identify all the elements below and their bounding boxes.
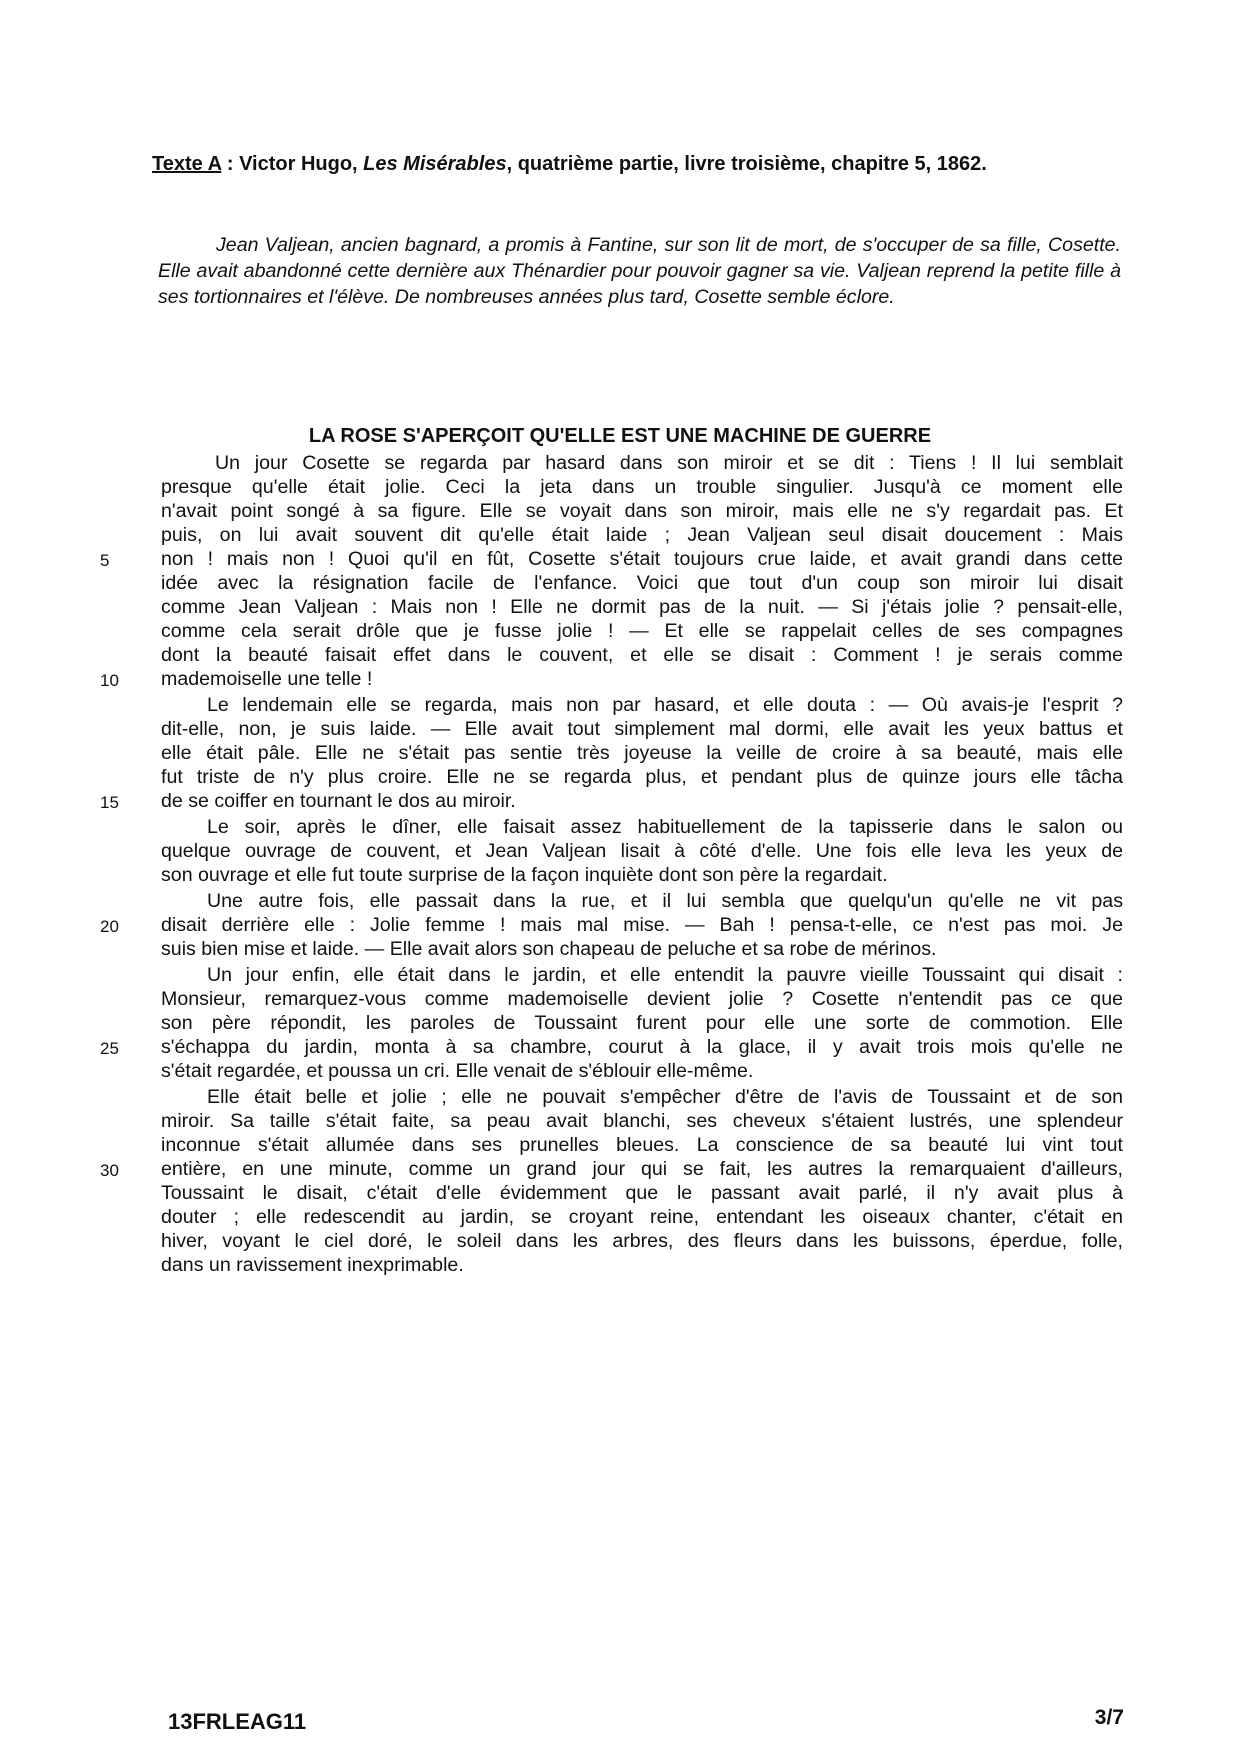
line-number: 20	[100, 917, 119, 936]
line-number: 30	[100, 1161, 119, 1180]
text-line: Elle était belle et jolie ; elle ne pouvait s'empêcher d'être de l'avis de Toussaint et de son	[207, 1086, 1123, 1108]
text-line: suis bien mise et laide. — Elle avait alors son chapeau de peluche et sa robe de mérinos.	[161, 938, 937, 960]
text-line: hiver, voyant le ciel doré, le soleil dans les arbres, des fleurs dans les buissons, éperdue, folle,	[161, 1230, 1123, 1252]
text-line: s'échappa du jardin, monta à sa chambre, courut à la glace, il y avait trois mois qu'elle ne	[161, 1036, 1123, 1058]
text-line: entière, en une minute, comme un grand jour qui se fait, les autres la remarquaient d'ailleurs,	[161, 1158, 1123, 1180]
intro-text: Jean Valjean, ancien bagnard, a promis à Fantine, sur son lit de mort, de s'occuper de sa fille, Cosette. Elle avait abandonné cette dernière aux Thénardier pour pouvoir gagner sa vie. Valjean reprend la petite fille à ses tortionnaires et l'élève. De nombreuses années plus tard, Cosette semble éclore.	[158, 234, 1121, 308]
text-line: Le lendemain elle se regarda, mais non par hasard, et elle douta : — Où avais-je l'esprit ?	[207, 694, 1123, 716]
extract-title: LA ROSE S'APERÇOIT QU'ELLE EST UNE MACHINE DE GUERRE	[308, 425, 932, 447]
line-number: 5	[100, 551, 110, 570]
text-line: son père répondit, les paroles de Toussaint furent pour elle une sorte de commotion. Elle	[161, 1012, 1123, 1034]
text-line: dans un ravissement inexprimable.	[161, 1254, 464, 1276]
text-label: Texte A	[152, 153, 222, 175]
line-number: 15	[100, 793, 119, 812]
exam-code: 13FRLEAG11	[168, 1709, 307, 1734]
text-line: de se coiffer en tournant le dos au miroir.	[161, 790, 516, 812]
text-line: Monsieur, remarquez-vous comme mademoiselle devient jolie ? Cosette n'entendit pas ce que	[161, 988, 1123, 1010]
text-line: non ! mais non ! Quoi qu'il en fût, Cosette s'était toujours crue laide, et avait grandi dans cette	[161, 548, 1123, 570]
text-line: inconnue s'était allumée dans ses prunelles bleues. La conscience de sa beauté lui vint tout	[161, 1134, 1123, 1156]
text-line: quelque ouvrage de couvent, et Jean Valjean lisait à côté d'elle. Une fois elle leva les yeux de	[161, 840, 1123, 862]
text-heading	[152, 150, 1112, 178]
text-line: fut triste de n'y plus croire. Elle ne se regarda plus, et pendant plus de quinze jours elle tâcha	[161, 766, 1123, 788]
text-line: idée avec la résignation facile de l'enfance. Voici que tout d'un coup son miroir lui disait	[161, 572, 1123, 594]
heading-reference: , quatrième partie, livre troisième, chapitre 5, 1862.	[506, 153, 987, 175]
heading-work-title: Les Misérables	[363, 153, 507, 175]
text-line: puis, on lui avait souvent dit qu'elle était laide ; Jean Valjean seul disait doucement : Mais	[161, 524, 1123, 546]
text-line: n'avait point songé à sa figure. Elle se voyait dans son miroir, mais elle ne s'y regardait pas. Et	[161, 500, 1123, 522]
text-line: mademoiselle une telle !	[161, 668, 373, 690]
text-line: elle était pâle. Elle ne s'était pas sentie très joyeuse la veille de croire à sa beauté, mais elle	[161, 742, 1123, 764]
text-line: son ouvrage et elle fut toute surprise de la façon inquiète dont son père la regardait.	[161, 864, 888, 886]
text-line: disait derrière elle : Jolie femme ! mais mal mise. — Bah ! pensa-t-elle, ce n'est pas moi. Je	[161, 914, 1123, 936]
intro-paragraph	[158, 232, 1121, 310]
text-line: comme cela serait drôle que je fusse jolie ! — Et elle se rappelait celles de ses compagnes	[161, 620, 1123, 642]
text-line: comme Jean Valjean : Mais non ! Elle ne dormit pas de la nuit. — Si j'étais jolie ? pensait-elle,	[161, 596, 1123, 618]
text-line: miroir. Sa taille s'était faite, sa peau avait blanchi, ses cheveux s'étaient lustrés, une splendeur	[161, 1110, 1123, 1132]
text-line: Le soir, après le dîner, elle faisait assez habituellement de la tapisserie dans le salon ou	[207, 816, 1123, 838]
text-line: Une autre fois, elle passait dans la rue, et il lui sembla que quelqu'un qu'elle ne vit pas	[207, 890, 1123, 912]
line-number: 10	[100, 671, 119, 690]
heading-author: Victor Hugo,	[239, 153, 364, 175]
text-line: dit-elle, non, je suis laide. — Elle avait tout simplement mal dormi, elle avait les yeux battus et	[161, 718, 1123, 740]
text-line: Toussaint le disait, c'était d'elle évidemment que le passant avait parlé, il n'y avait plus à	[161, 1182, 1123, 1204]
heading-separator: :	[221, 153, 240, 175]
text-line: s'était regardée, et poussa un cri. Elle venait de s'éblouir elle-même.	[161, 1060, 754, 1082]
page-number: 3/7	[1094, 1706, 1124, 1729]
line-number: 25	[100, 1039, 119, 1058]
text-line: douter ; elle redescendit au jardin, se croyant reine, entendant les oiseaux chanter, c'était en	[161, 1206, 1123, 1228]
text-line: Un jour enfin, elle était dans le jardin, et elle entendit la pauvre vieille Toussaint qui disait :	[207, 964, 1123, 986]
text-line: dont la beauté faisait effet dans le couvent, et elle se disait : Comment ! je serais comme	[161, 644, 1123, 666]
text-line: presque qu'elle était jolie. Ceci la jeta dans un trouble singulier. Jusqu'à ce moment elle	[161, 476, 1123, 498]
text-line: Un jour Cosette se regarda par hasard dans son miroir et se dit : Tiens ! Il lui semblait	[215, 452, 1123, 474]
